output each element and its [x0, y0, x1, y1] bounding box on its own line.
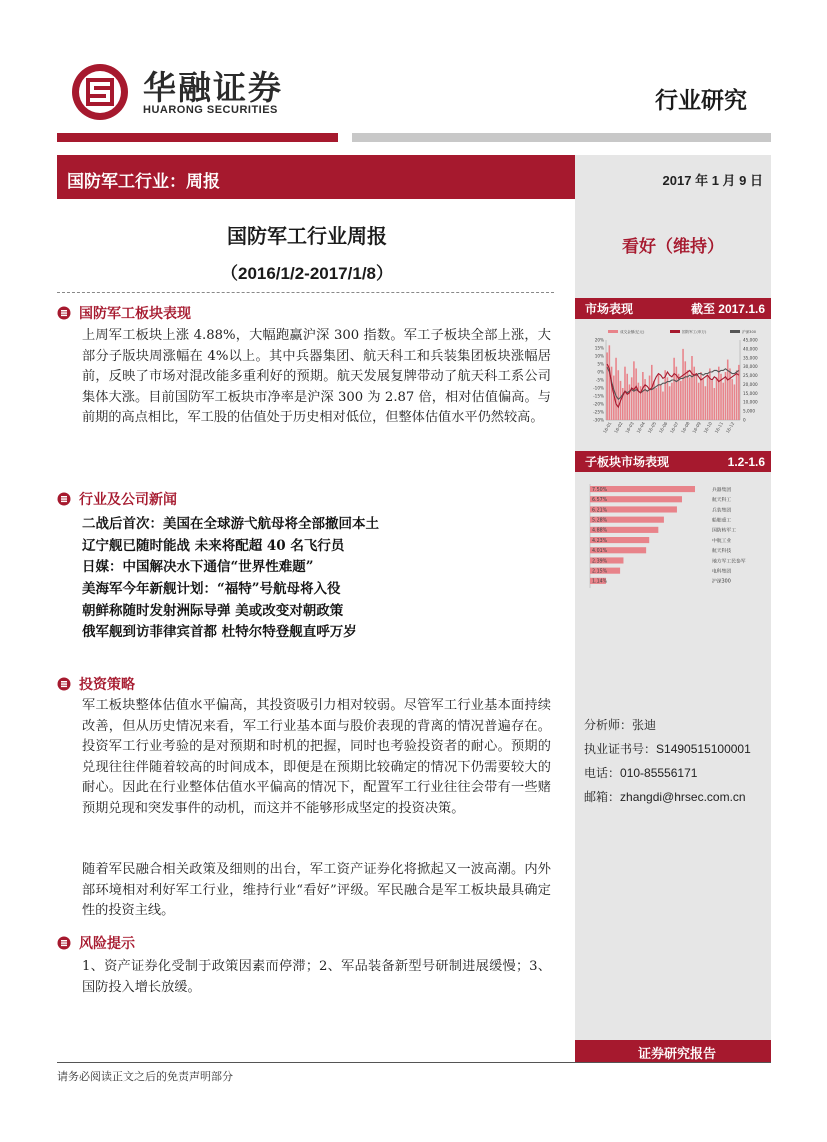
y-left-tick: -20% [593, 401, 604, 407]
turnover-bar [711, 381, 713, 420]
section-title: 风险提示 [79, 936, 135, 952]
turnover-bar [716, 377, 718, 420]
section-title: 国防军工板块表现 [79, 306, 191, 322]
turnover-bar [667, 377, 669, 420]
securities-report-band: 证券研究报告 [575, 1040, 771, 1062]
title-band [57, 155, 771, 199]
section-risk [57, 934, 135, 952]
x-tick: 16-10 [702, 421, 713, 435]
turnover-bar [615, 358, 617, 420]
y-left-tick: -15% [593, 393, 604, 399]
bar-value-label: 6.21% [592, 508, 608, 514]
section-bullet-icon [57, 936, 71, 950]
bar-category-label: 中航工业 [712, 538, 732, 544]
bar-value-label: 4.23% [592, 538, 608, 544]
bar-category-label: 地方军工民参军 [712, 559, 746, 565]
turnover-bar [734, 384, 736, 420]
turnover-bar [673, 358, 675, 420]
bar-value-label: 2.39% [592, 559, 608, 565]
turnover-bar [651, 365, 653, 420]
y-right-tick: 0 [743, 417, 746, 423]
turnover-bar [609, 345, 611, 420]
analyst-cert-label: 执业证书号： [584, 742, 657, 756]
analyst-email-label: 邮箱： [584, 790, 621, 804]
market-label: 市场表现 [585, 302, 634, 316]
document-type: 行业研究 [655, 87, 747, 114]
y-right-tick: 20,000 [743, 381, 758, 387]
turnover-bar [653, 381, 655, 420]
legend-swatch [670, 330, 680, 333]
title-divider [57, 292, 554, 293]
section-sector-performance [57, 304, 191, 322]
analyst-info [584, 713, 751, 809]
y-right-tick: 40,000 [743, 346, 758, 352]
sub-sector-header [575, 451, 771, 472]
bar-category-label: 船舶重工 [712, 518, 732, 524]
turnover-bar [682, 349, 684, 420]
bar-value-label: 7.50% [592, 487, 608, 493]
turnover-bar [705, 386, 707, 420]
sector-performance-text: 上周军工板块上涨 4.88%，大幅跑赢沪深 300 指数。军工子板块全部上涨，大部分子版块周涨幅在 4%以上。其中兵器集团、航天科工和兵装集团板块涨幅居前，反映了市场对混改能多重利好的预期。航天发展复牌带动了航天科工系公司集体大涨。目前国防军工板块市净率是沪深 300 为 2.87 倍，相对估值偏高。与前期的高点相比，军工股的估值处于历史相对低位，但整体估值水平仍然较高。 [82, 328, 551, 426]
y-left-tick: 0% [597, 369, 604, 375]
turnover-bar [736, 370, 738, 420]
turnover-bar [662, 392, 664, 420]
bar-value-label: 6.57% [592, 498, 608, 504]
turnover-bar [618, 370, 620, 420]
section-bullet-icon [57, 677, 71, 691]
turnover-bar [709, 368, 711, 420]
turnover-bar [626, 374, 628, 420]
y-left-tick: -5% [595, 377, 604, 383]
y-left-tick: -10% [593, 385, 604, 391]
market-header [575, 298, 771, 319]
turnover-bar [655, 388, 657, 420]
section-strategy [57, 675, 135, 693]
section-news [57, 490, 177, 508]
analyst-phone: 010-85556171 [620, 766, 698, 780]
bar-category-label: 电科集团 [712, 569, 732, 575]
turnover-bar [702, 379, 704, 420]
footer-rule [57, 1062, 771, 1063]
turnover-bar [638, 383, 640, 420]
sub-sector-label: 子板块市场表现 [585, 455, 670, 469]
strategy-text-1: 军工板块整体估值水平偏高，其投资吸引力相对较弱。尽管军工行业基本面持续改善，但从历史情况来看，军工行业基本面与股价表现的背离的情况普遍存在。投资军工行业考验的是对预期和时机的把握，同时也考验投资者的耐心。预期的兑现往往伴随着较高的时间成本，即便是在预期比较确定的情况下仍需要较大的耐心。因此在行业整体估值水平偏高的情况下，配置军工行业往往会带有一些赌预期兑现和突发事件的动机，而这并不能够形成坚定的投资决策。 [82, 698, 551, 816]
y-left-tick: 20% [594, 337, 604, 343]
turnover-bar [631, 377, 633, 420]
turnover-bar [660, 384, 662, 420]
x-tick: 16-07 [669, 421, 680, 435]
rating: 看好（维持） [622, 237, 724, 257]
x-tick: 16-04 [635, 421, 646, 435]
y-right-tick: 25,000 [743, 373, 758, 379]
turnover-bar [635, 368, 637, 420]
analyst-phone-label: 电话： [584, 766, 621, 780]
x-tick: 16-12 [724, 421, 736, 435]
turnover-bar [649, 376, 651, 420]
y-left-tick: 5% [597, 361, 604, 367]
legend-label: 成交金额(亿元) [620, 330, 645, 334]
sub-sector-chart [580, 478, 770, 608]
news-item: 二战后首次：美国在全球游弋航母将全部撤回本土 [82, 516, 379, 532]
news-item: 美海军今年新舰计划：“福特”号航母将入役 [82, 581, 341, 598]
turnover-bar [642, 372, 644, 420]
news-list [82, 514, 552, 644]
turnover-bar [696, 376, 698, 420]
y-right-tick: 45,000 [743, 337, 758, 343]
turnover-bar [727, 360, 729, 420]
bar-value-label: 4.01% [592, 549, 608, 555]
bar-category-label: 国防转军工 [712, 528, 736, 534]
bar-category-label: 兵器集团 [712, 487, 732, 493]
y-left-tick: -25% [593, 409, 604, 415]
y-right-tick: 35,000 [743, 355, 758, 361]
y-right-tick: 10,000 [743, 399, 758, 405]
turnover-bar [606, 352, 608, 420]
turnover-bar [685, 361, 687, 420]
risk-text: 1、资产证券化受制于政策因素而停滞；2、军品装备新型号研制进展缓慢；3、国防投入增长放缓。 [82, 959, 551, 995]
x-tick: 16-06 [657, 421, 669, 435]
x-tick: 16-11 [713, 421, 725, 435]
turnover-bar [718, 367, 720, 420]
y-left-tick: 15% [594, 345, 604, 351]
analyst-phone-row [584, 761, 751, 785]
news-item: 俄军舰到访菲律宾首都 杜特尔特登舰直呼万岁 [82, 624, 357, 641]
analyst-email-row [584, 785, 751, 809]
report-period: （2016/1/2-2017/1/8） [220, 264, 393, 283]
turnover-bar [722, 383, 724, 420]
footer-disclaimer: 请务必阅读正文之后的免责声明部分 [57, 1070, 233, 1083]
turnover-bar [669, 386, 671, 420]
analyst-name: 张迪 [632, 718, 657, 732]
turnover-bar [689, 377, 691, 420]
turnover-bar [707, 376, 709, 420]
analyst-cert-row [584, 737, 751, 761]
bar-category-label: 航天科技 [712, 549, 732, 555]
y-right-tick: 30,000 [743, 364, 758, 370]
turnover-bar [611, 367, 613, 420]
turnover-bar [725, 372, 727, 420]
report-title: 国防军工行业周报 [227, 224, 387, 248]
x-tick: 16-09 [691, 421, 702, 435]
bar-value-label: 1.14% [592, 579, 608, 585]
news-item: 朝鲜称随时发射洲际导弹 美或改变对朝政策 [82, 602, 344, 619]
section-bullet-icon [57, 306, 71, 320]
x-tick: 16-03 [624, 421, 635, 435]
news-item: 辽宁舰已随时能战 未来将配超 40 名飞行员 [82, 537, 345, 554]
section-title: 投资策略 [79, 677, 135, 693]
y-right-tick: 5,000 [743, 408, 755, 414]
turnover-bar [687, 370, 689, 420]
x-tick: 16-02 [613, 421, 624, 435]
brand-name-en: HUARONG SECURITIES [143, 104, 278, 116]
bar-category-label: 兵装集团 [712, 508, 732, 514]
report-date: 2017 年 1 月 9 日 [575, 155, 771, 199]
y-right-tick: 15,000 [743, 390, 758, 396]
turnover-bar [647, 390, 649, 420]
brand-name-cn: 华融证券 [143, 68, 283, 107]
y-left-tick: -30% [593, 417, 604, 423]
news-item: 日媒：中国解决水下通信“世界性难题” [82, 559, 314, 576]
x-tick: 16-08 [680, 421, 691, 435]
market-performance-chart [580, 322, 770, 444]
legend-label: 国防军工(申万) [682, 330, 707, 334]
section-title: 行业及公司新闻 [79, 492, 177, 508]
legend-label: 沪深300 [742, 330, 757, 334]
header-rule-red [57, 133, 338, 142]
analyst-name-label: 分析师： [584, 718, 633, 732]
legend-swatch [608, 330, 618, 333]
bar-category-label: 航天科工 [712, 498, 732, 504]
turnover-bar [629, 384, 631, 420]
analyst-email[interactable]: zhangdi@hrsec.com.cn [620, 790, 746, 804]
analyst-name-row [584, 713, 751, 737]
section-bullet-icon [57, 492, 71, 506]
x-tick: 16-05 [646, 421, 658, 435]
bar-value-label: 4.88% [592, 528, 608, 534]
market-date: 截至 2017.1.6 [690, 302, 765, 316]
strategy-text-2: 随着军民融合相关政策及细则的出台，军工资产证券化将掀起又一波高潮。内外部环境相对利好军工行业，维持行业“看好”评级。军民融合是军工板块最具确定性的投资主线。 [82, 862, 551, 919]
sub-sector-range: 1.2-1.6 [727, 454, 765, 469]
band-title: 国防军工行业：周报 [57, 155, 575, 199]
legend-swatch [730, 330, 740, 333]
bar-value-label: 5.28% [592, 518, 608, 524]
bar-value-label: 2.15% [592, 569, 608, 575]
header-rule-gray [352, 133, 771, 142]
x-tick: 16-01 [602, 421, 613, 435]
bar-category-label: 沪深300 [712, 579, 731, 585]
turnover-bar [698, 383, 700, 420]
turnover-bar [680, 381, 682, 420]
turnover-bar [671, 383, 673, 420]
y-left-tick: 10% [594, 353, 604, 359]
analyst-cert: S1490515100001 [656, 742, 751, 756]
turnover-bar [714, 388, 716, 420]
turnover-bar [691, 356, 693, 420]
turnover-bar [738, 365, 740, 420]
turnover-bar [731, 379, 733, 420]
turnover-bar [658, 374, 660, 420]
huarong-logo-icon [70, 62, 130, 122]
turnover-bar [729, 368, 731, 420]
